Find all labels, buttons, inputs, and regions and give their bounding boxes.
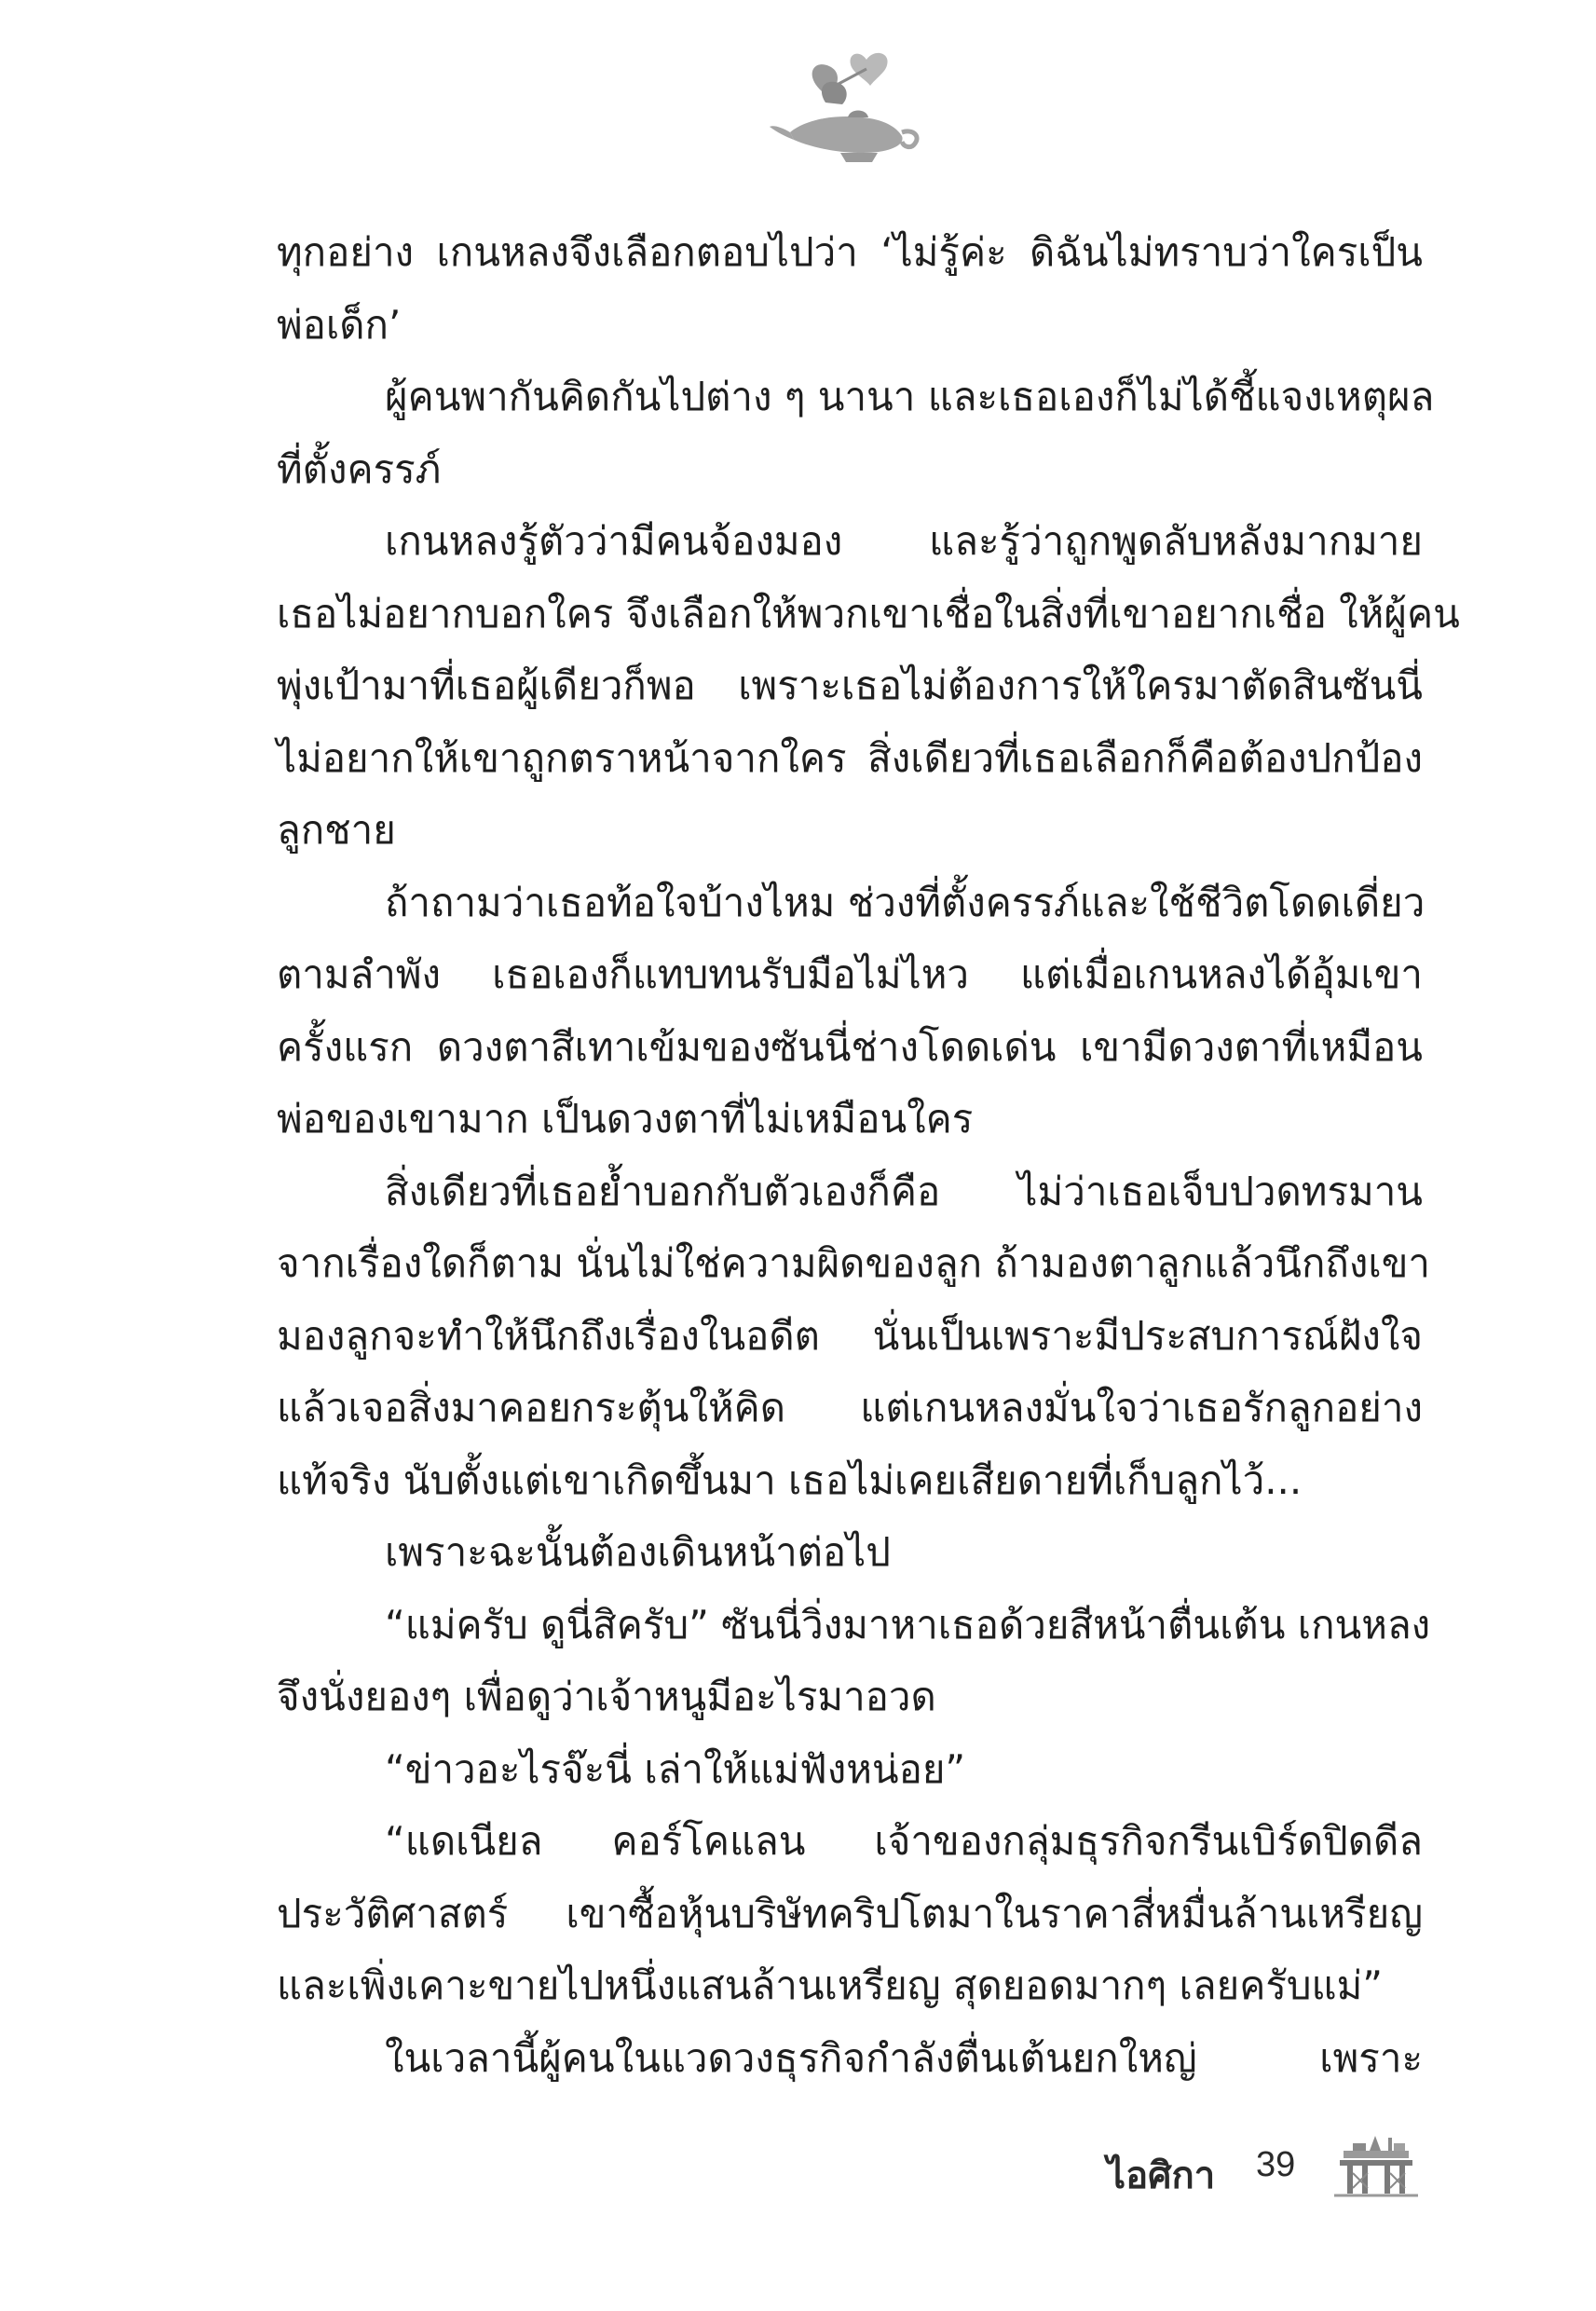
text-line: จึงนั่งยองๆ เพื่อดูว่าเจ้าหนูมีอะไรมาอวด: [277, 1674, 936, 1719]
text-line: ทุกอย่าง เกนหลงจึงเลือกตอบไปว่า ‘ไม่รู้ค่ะ ดิฉันไม่ทราบว่าใครเป็น: [277, 229, 1423, 275]
text-line: “แม่ครับ ดูนี่สิครับ” ซันนี่วิ่งมาหาเธอด้วยสีหน้าตื่นเต้น เกนหลง: [385, 1601, 1431, 1648]
text-line: สิ่งเดียวที่เธอย้ำบอกกับตัวเองก็คือ ไม่ว่าเธอเจ็บปวดทรมาน: [385, 1168, 1423, 1214]
text-line: ไม่อยากให้เขาถูกตราหน้าจากใคร สิ่งเดียวที่เธอเลือกก็คือต้องปกป้อง: [277, 734, 1423, 781]
text-line: จากเรื่องใดก็ตาม นั่นไม่ใช่ความผิดของลูก ถ้ามองตาลูกแล้วนึกถึงเขา: [277, 1240, 1430, 1286]
text-line: แท้จริง นับตั้งแต่เขาเกิดขึ้นมา เธอไม่เคยเสียดายที่เก็บลูกไว้...: [277, 1456, 1303, 1503]
text-line: ถ้าถามว่าเธอท้อใจบ้างไหม ช่วงที่ตั้งครรภ์และใช้ชีวิตโดดเดี่ยว: [385, 879, 1425, 925]
text-line: ที่ตั้งครรภ์: [277, 445, 442, 492]
text-line: และเพิ่งเคาะขายไปหนึ่งแสนล้านเหรียญ สุดยอดมากๆ เลยครับแม่”: [277, 1962, 1384, 2008]
text-line: เธอไม่อยากบอกใคร จึงเลือกให้พวกเขาเชื่อในสิ่งที่เขาอยากเชื่อ ให้ผู้คน: [277, 590, 1460, 636]
text-line: ผู้คนพากันคิดกันไปต่าง ๆ นานา และเธอเองก็ไม่ได้ชี้แจงเหตุผล: [385, 374, 1435, 419]
page-footer: [0, 2132, 1596, 2207]
text-line: “แดเนียล คอร์โคแลน เจ้าของกลุ่มธุรกิจกรีนเบิร์ดปิดดีล: [385, 1818, 1423, 1864]
text-line: ลูกชาย: [277, 807, 396, 853]
oil-rig-icon: [1334, 2132, 1418, 2197]
text-line: พ่อเด็ก’: [277, 301, 402, 348]
text-line: “ข่าวอะไรจ๊ะนี่ เล่าให้แม่ฟังหน่อย”: [385, 1745, 966, 1792]
text-line: แล้วเจอสิ่งมาคอยกระตุ้นให้คิด แต่เกนหลงมั่นใจว่าเธอรักลูกอย่าง: [277, 1385, 1423, 1430]
text-line: เพราะฉะนั้นต้องเดินหน้าต่อไป: [385, 1529, 891, 1575]
text-line: พ่อของเขามาก เป็นดวงตาที่ไม่เหมือนใคร: [277, 1096, 974, 1142]
genie-lamp-with-heart-icon: [766, 47, 924, 168]
text-line: พุ่งเป้ามาที่เธอผู้เดียวก็พอ เพราะเธอไม่ต้องการให้ใครมาตัดสินซันนี่: [277, 663, 1423, 708]
page-number: 39: [1256, 2145, 1296, 2184]
body-text: [277, 216, 1460, 2094]
text-line: มองลูกจะทำให้นึกถึงเรื่องในอดีต นั่นเป็นเพราะมีประสบการณ์ฝังใจ: [277, 1312, 1423, 1359]
book-title: ไอศิกา: [1107, 2154, 1216, 2197]
text-line: ครั้งแรก ดวงตาสีเทาเข้มของซันนี่ช่างโดดเด่น เขามีดวงตาที่เหมือน: [277, 1023, 1423, 1070]
text-line: ตามลำพัง เธอเองก็แทบทนรับมือไม่ไหว แต่เมื่อเกนหลงได้อุ้มเขา: [277, 951, 1423, 997]
text-line: ประวัติศาสตร์ เขาซื้อหุ้นบริษัทคริปโตมาในราคาสี่หมื่นล้านเหรียญ: [277, 1890, 1423, 1936]
text-line: ในเวลานี้ผู้คนในแวดวงธุรกิจกำลังตื่นเต้นยกใหญ่ เพราะ: [385, 2034, 1423, 2081]
text-line: เกนหลงรู้ตัวว่ามีคนจ้องมอง และรู้ว่าถูกพูดลับหลังมากมาย: [385, 518, 1423, 564]
